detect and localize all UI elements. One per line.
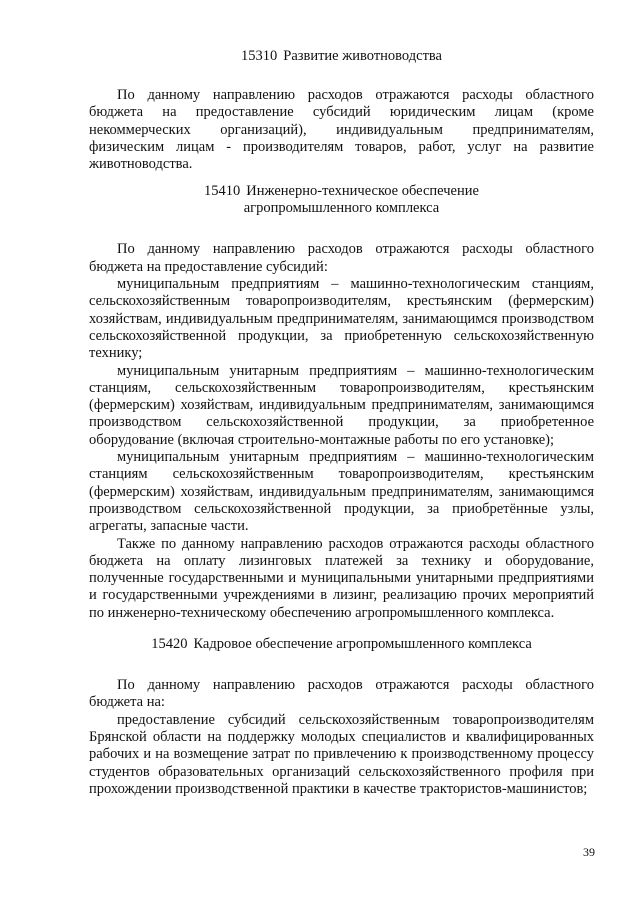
- section-code: 15420: [151, 636, 188, 653]
- section-heading-15410: [89, 183, 594, 217]
- paragraph: По данному направлению расходов отражаются расходы областного бюджета на предоставление субсидий:: [89, 241, 594, 275]
- section-title: Развитие животноводства: [283, 48, 442, 64]
- paragraph: По данному направлению расходов отражаются расходы областного бюджета на:: [89, 677, 594, 711]
- paragraph: Также по данному направлению расходов отражаются расходы областного бюджета на оплату лизинговых платежей за технику и оборудование, полученные государственными и муниципальными унитарными предприятиями и государственными учреждениями в лизинг, реализацию прочих мероприятий по инженерно-техническому обеспечению агропромышленного комплекса.: [89, 535, 594, 621]
- paragraph: муниципальным унитарным предприятиям – машинно-технологическим станциям, сельскохозяйственным товаропроизводителям, крестьянским (фермерским) хозяйствам, индивидуальным предпринимателям, занимающимся производством сельскохозяйственной продукции, за приобретенное оборудование (включая строительно-монтажные работы по его установке);: [89, 362, 594, 448]
- paragraph: муниципальным предприятиям – машинно-технологическим станциям, сельскохозяйственным товаропроизводителям, крестьянским (фермерским) хозяйствам, индивидуальным предпринимателям, занимающимся производством сельскохозяйственной продукции, за приобретенную сельскохозяйственную технику;: [89, 276, 594, 362]
- section-code: 15410: [204, 183, 241, 200]
- paragraph: предоставление субсидий сельскохозяйственным товаропроизводителям Брянской области на поддержку молодых специалистов и квалифицированных рабочих и на возмещение затрат по привлечению к производственному процессу студентов образовательных организаций сельскохозяйственного профиля при прохождении производственной практики в качестве трактористов-машинистов;: [89, 711, 594, 797]
- paragraph: По данному направлению расходов отражаются расходы областного бюджета на предоставление субсидий юридическим лицам (кроме некоммерческих организаций), индивидуальным предпринимателям, физическим лицам - производителям товаров, работ, услуг на развитие животноводства.: [89, 87, 594, 173]
- section-title: Кадровое обеспечение агропромышленного комплекса: [193, 636, 532, 653]
- section-heading-15310: [89, 48, 594, 65]
- section-title-line2: агропромышленного комплекса: [243, 200, 440, 217]
- paragraph: муниципальным унитарным предприятиям – машинно-технологическим станциям сельскохозяйственным товаропроизводителям, крестьянским (фермерским) хозяйствам, индивидуальным предпринимателям, занимающимся производством сельскохозяйственной продукции, за приобретённые узлы, агрегаты, запасные части.: [89, 449, 594, 535]
- page-number: 39: [583, 845, 595, 859]
- section-heading-15420: [89, 636, 594, 653]
- section-title-line1: Инженерно-техническое обеспечение: [246, 183, 479, 200]
- document-page: [89, 48, 594, 798]
- section-code: 15310: [241, 48, 278, 64]
